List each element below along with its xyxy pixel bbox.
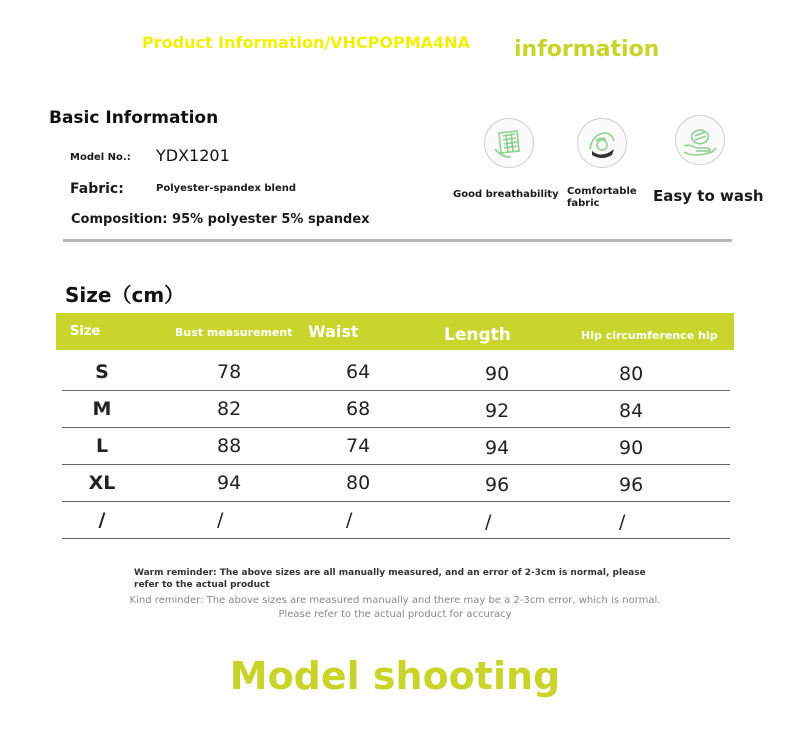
- cell-bust: 88: [217, 435, 242, 457]
- header-size: Size: [70, 324, 101, 339]
- cell-waist: 64: [346, 361, 371, 383]
- model-shooting-title: Model shooting: [229, 654, 561, 698]
- cell-size: /: [98, 509, 106, 531]
- cell-waist: 80: [346, 472, 371, 494]
- feature-label-comfortable: Comfortable fabric: [567, 186, 637, 209]
- easy-wash-icon: [675, 115, 725, 165]
- cell-hip: 80: [619, 363, 644, 385]
- table-row: [62, 353, 730, 391]
- cell-size: L: [95, 435, 109, 457]
- feature-label-breathability: Good breathability: [453, 189, 559, 200]
- cell-bust: 78: [217, 361, 242, 383]
- basic-information-heading: Basic Information: [49, 108, 219, 128]
- cell-size: XL: [88, 472, 116, 494]
- cell-hip: 90: [619, 437, 644, 459]
- cell-length: 90: [485, 363, 510, 385]
- cell-waist: /: [346, 509, 353, 531]
- kind-reminder-line-1: Kind reminder: The above sizes are measured manually and there may be a 2-3cm error, which is normal.: [129, 595, 661, 606]
- comfortable-fabric-icon: [577, 118, 627, 168]
- cell-hip: 96: [619, 474, 644, 496]
- information-title: information: [514, 37, 660, 62]
- cell-bust: 94: [217, 472, 242, 494]
- section-divider: [63, 239, 732, 242]
- table-row: [62, 501, 730, 539]
- cell-size: S: [95, 361, 109, 383]
- warm-reminder: Warm reminder: The above sizes are all manually measured, and an error of 2-3cm is normal, please refer to the actual product: [134, 568, 646, 590]
- cell-waist: 74: [346, 435, 371, 457]
- model-number-value: YDX1201: [156, 146, 230, 165]
- cell-length: /: [485, 511, 492, 533]
- header-waist: Waist: [308, 322, 359, 341]
- cell-length: 96: [485, 474, 510, 496]
- kind-reminder-line-2: Please refer to the actual product for accuracy: [278, 609, 512, 620]
- fabric-label: Fabric:: [70, 181, 124, 197]
- composition-text: Composition: 95% polyester 5% spandex: [71, 212, 370, 227]
- cell-length: 94: [485, 437, 510, 459]
- cell-hip: /: [619, 511, 626, 533]
- cell-bust: 82: [217, 398, 242, 420]
- table-row: [62, 464, 730, 502]
- cell-bust: /: [217, 509, 224, 531]
- cell-size: M: [92, 398, 112, 420]
- model-number-label: Model No.:: [70, 152, 131, 163]
- size-heading: Size（cm）: [65, 283, 185, 307]
- cell-waist: 68: [346, 398, 371, 420]
- breathable-fabric-icon: [484, 118, 534, 168]
- feature-label-easy-wash: Easy to wash: [653, 187, 764, 205]
- fabric-value: Polyester-spandex blend: [156, 183, 297, 194]
- header-length: Length: [444, 325, 511, 345]
- cell-hip: 84: [619, 400, 644, 422]
- header-hip: Hip circumference hip: [581, 329, 718, 342]
- kind-reminder: [0, 594, 790, 622]
- product-info-title: Product Information/VHCPOPMA4NA: [142, 33, 470, 52]
- header-bust: Bust measurement: [175, 326, 293, 339]
- table-row: [62, 427, 730, 465]
- cell-length: 92: [485, 400, 510, 422]
- size-table-header: [56, 313, 734, 350]
- table-row: [62, 390, 730, 428]
